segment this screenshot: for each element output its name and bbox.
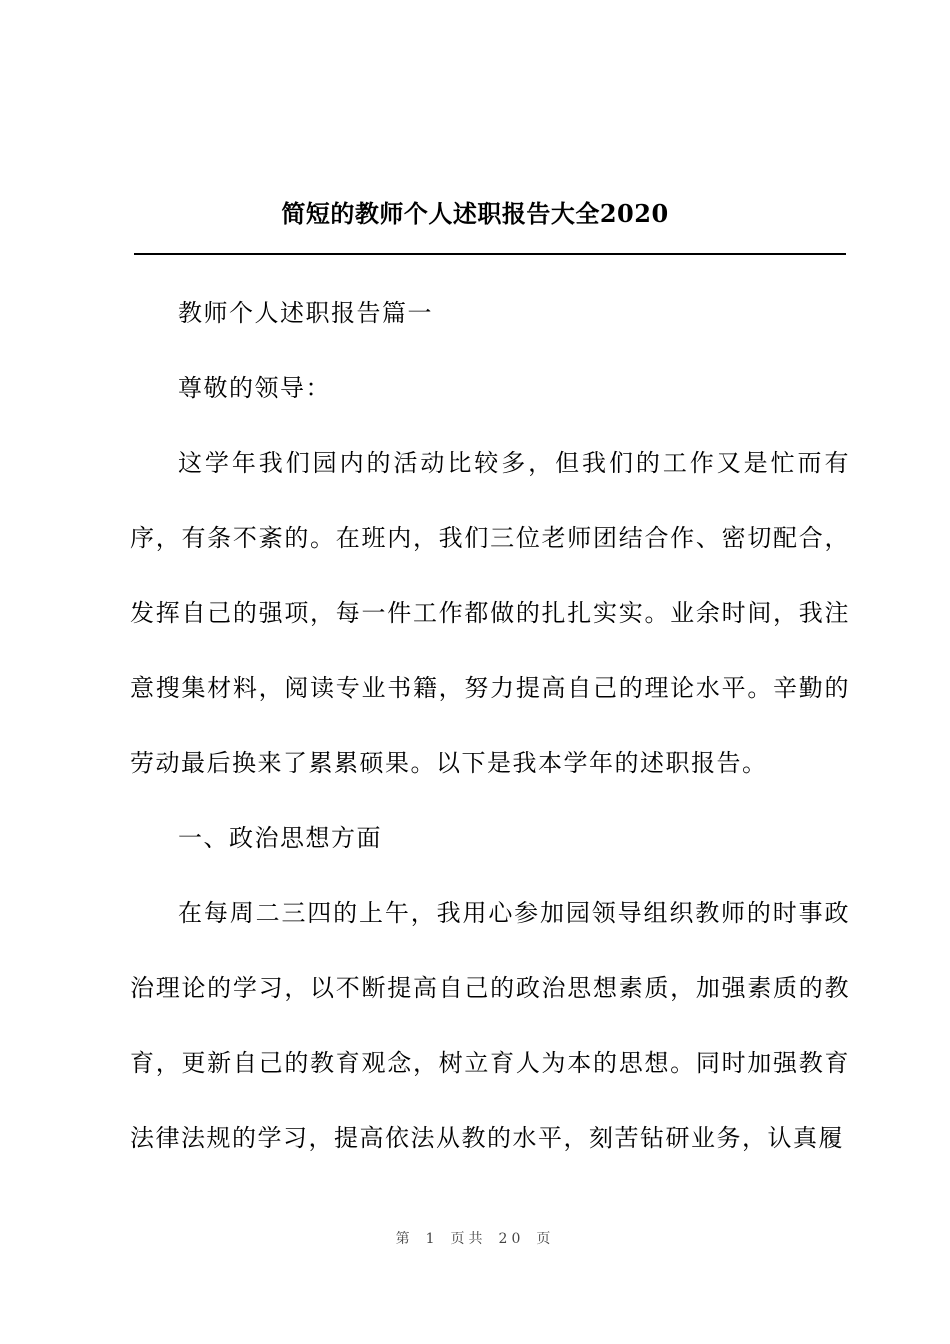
- paragraph-political: 在每周二三四的上午，我用心参加园领导组织教师的时事政治理论的学习，以不断提高自己的政治思想素质，加强素质的教育，更新自己的教育观念，树立育人为本的思想。同时加强教育法律法规的学习，提高依法从教的水平，刻苦钻研业务，认真履: [130, 899, 850, 1152]
- footer-total-pages: 20: [498, 1231, 525, 1247]
- paragraph-section-heading: 一、政治思想方面: [178, 824, 382, 852]
- footer-prefix: 第: [395, 1231, 414, 1247]
- footer-page-number: 1: [425, 1231, 439, 1247]
- page-footer: [0, 1228, 950, 1248]
- document-body: [130, 276, 850, 1176]
- paragraph-heading: 教师个人述职报告篇一: [178, 299, 433, 327]
- paragraph-intro: 这学年我们园内的活动比较多，但我们的工作又是忙而有序，有条不紊的。在班内，我们三位老师团结合作、密切配合，发挥自己的强项，每一件工作都做的扎扎实实。业余时间，我注意搜集材料，阅读专业书籍，努力提高自己的理论水平。辛勤的劳动最后换来了累累硕果。以下是我本学年的述职报告。: [130, 449, 850, 777]
- paragraph-salutation: 尊敬的领导：: [178, 374, 331, 402]
- footer-middle: 页共: [450, 1231, 487, 1247]
- title-divider: [134, 253, 846, 255]
- footer-suffix: 页: [536, 1231, 555, 1247]
- document-title: 简短的教师个人述职报告大全2020: [281, 199, 669, 228]
